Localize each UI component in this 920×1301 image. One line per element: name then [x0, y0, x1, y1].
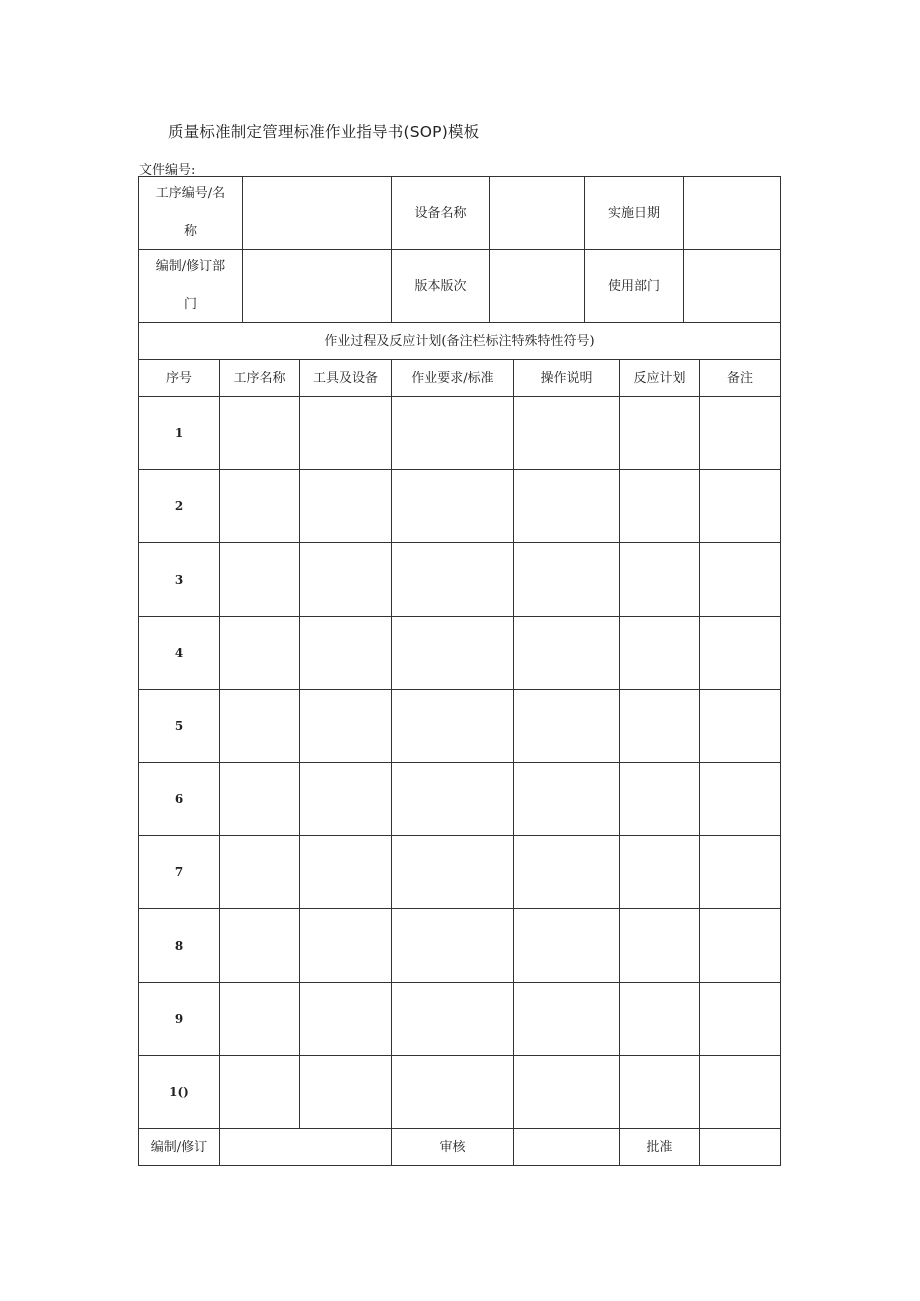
- review-value-field[interactable]: [514, 1129, 620, 1166]
- row-8-tools-field[interactable]: [300, 909, 392, 983]
- process-table: [138, 323, 781, 1166]
- row-4-tools-field[interactable]: [300, 617, 392, 690]
- row-8-process-name-field[interactable]: [220, 909, 300, 983]
- row-8-remarks-field[interactable]: [700, 909, 781, 983]
- dept-label-line2: 门: [183, 297, 197, 312]
- row-4-process-name-field[interactable]: [220, 617, 300, 690]
- row-number: 9: [139, 983, 220, 1056]
- row-6-requirements-field[interactable]: [392, 763, 514, 836]
- document-title: 质量标准制定管理标准作业指导书(SOP)模板: [168, 123, 480, 141]
- row-3-requirements-field[interactable]: [392, 543, 514, 617]
- row-8-reaction-plan-field[interactable]: [620, 909, 700, 983]
- col-header-requirements: 作业要求/标准: [392, 360, 514, 397]
- row-number: 3: [139, 543, 220, 617]
- row-3-process-name-field[interactable]: [220, 543, 300, 617]
- row-7-tools-field[interactable]: [300, 836, 392, 909]
- row-5-requirements-field[interactable]: [392, 690, 514, 763]
- impl-date-label: 实施日期: [585, 177, 684, 250]
- row-9-tools-field[interactable]: [300, 983, 392, 1056]
- row-5-process-name-field[interactable]: [220, 690, 300, 763]
- use-dept-value-field[interactable]: [684, 250, 781, 323]
- row-number: 1(): [139, 1056, 220, 1129]
- row-7-instructions-field[interactable]: [514, 836, 620, 909]
- col-header-tools: 工具及设备: [300, 360, 392, 397]
- process-value-field[interactable]: [243, 177, 392, 250]
- col-header-seq: 序号: [139, 360, 220, 397]
- row-5-remarks-field[interactable]: [700, 690, 781, 763]
- row-1-remarks-field[interactable]: [700, 397, 781, 470]
- col-header-instructions: 操作说明: [514, 360, 620, 397]
- doc-number-label: 文件编号:: [139, 163, 196, 178]
- row-7-reaction-plan-field[interactable]: [620, 836, 700, 909]
- approve-label: 批准: [620, 1129, 700, 1166]
- row-number: 6: [139, 763, 220, 836]
- dept-label-line1: 编制/修订部: [155, 259, 226, 274]
- row-number: 1: [139, 397, 220, 470]
- row-6-remarks-field[interactable]: [700, 763, 781, 836]
- approve-value-field[interactable]: [700, 1129, 781, 1166]
- row-9-instructions-field[interactable]: [514, 983, 620, 1056]
- section-title: 作业过程及反应计划(备注栏标注特殊特性符号): [139, 323, 781, 360]
- row-10-remarks-field[interactable]: [700, 1056, 781, 1129]
- row-9-process-name-field[interactable]: [220, 983, 300, 1056]
- row-8-instructions-field[interactable]: [514, 909, 620, 983]
- sop-form: [138, 176, 781, 1166]
- row-number: 5: [139, 690, 220, 763]
- row-7-requirements-field[interactable]: [392, 836, 514, 909]
- equipment-label: 设备名称: [392, 177, 490, 250]
- row-3-instructions-field[interactable]: [514, 543, 620, 617]
- row-6-process-name-field[interactable]: [220, 763, 300, 836]
- process-label-cell: [139, 177, 243, 250]
- row-number: 4: [139, 617, 220, 690]
- col-header-reaction-plan: 反应计划: [620, 360, 700, 397]
- review-label: 审核: [392, 1129, 514, 1166]
- row-10-process-name-field[interactable]: [220, 1056, 300, 1129]
- row-6-reaction-plan-field[interactable]: [620, 763, 700, 836]
- row-2-requirements-field[interactable]: [392, 470, 514, 543]
- row-4-instructions-field[interactable]: [514, 617, 620, 690]
- impl-date-value-field[interactable]: [684, 177, 781, 250]
- prepared-label: 编制/修订: [139, 1129, 220, 1166]
- row-4-remarks-field[interactable]: [700, 617, 781, 690]
- row-10-reaction-plan-field[interactable]: [620, 1056, 700, 1129]
- dept-label-cell: [139, 250, 243, 323]
- row-8-requirements-field[interactable]: [392, 909, 514, 983]
- row-1-reaction-plan-field[interactable]: [620, 397, 700, 470]
- row-3-reaction-plan-field[interactable]: [620, 543, 700, 617]
- col-header-remarks: 备注: [700, 360, 781, 397]
- row-5-tools-field[interactable]: [300, 690, 392, 763]
- row-number: 2: [139, 470, 220, 543]
- process-label-line2: 称: [183, 224, 197, 239]
- row-9-requirements-field[interactable]: [392, 983, 514, 1056]
- row-1-process-name-field[interactable]: [220, 397, 300, 470]
- dept-value-field[interactable]: [243, 250, 392, 323]
- row-9-remarks-field[interactable]: [700, 983, 781, 1056]
- row-1-requirements-field[interactable]: [392, 397, 514, 470]
- row-number: 8: [139, 909, 220, 983]
- row-2-process-name-field[interactable]: [220, 470, 300, 543]
- row-6-tools-field[interactable]: [300, 763, 392, 836]
- use-dept-label: 使用部门: [585, 250, 684, 323]
- row-2-instructions-field[interactable]: [514, 470, 620, 543]
- row-5-instructions-field[interactable]: [514, 690, 620, 763]
- row-6-instructions-field[interactable]: [514, 763, 620, 836]
- version-label: 版本版次: [392, 250, 490, 323]
- row-1-instructions-field[interactable]: [514, 397, 620, 470]
- row-2-tools-field[interactable]: [300, 470, 392, 543]
- row-7-remarks-field[interactable]: [700, 836, 781, 909]
- equipment-value-field[interactable]: [490, 177, 585, 250]
- row-7-process-name-field[interactable]: [220, 836, 300, 909]
- row-10-requirements-field[interactable]: [392, 1056, 514, 1129]
- row-number: 7: [139, 836, 220, 909]
- version-value-field[interactable]: [490, 250, 585, 323]
- row-3-tools-field[interactable]: [300, 543, 392, 617]
- row-10-instructions-field[interactable]: [514, 1056, 620, 1129]
- prepared-value-field[interactable]: [220, 1129, 392, 1166]
- process-label-line1: 工序编号/名: [155, 186, 226, 201]
- row-5-reaction-plan-field[interactable]: [620, 690, 700, 763]
- row-4-reaction-plan-field[interactable]: [620, 617, 700, 690]
- row-4-requirements-field[interactable]: [392, 617, 514, 690]
- row-2-reaction-plan-field[interactable]: [620, 470, 700, 543]
- row-10-tools-field[interactable]: [300, 1056, 392, 1129]
- col-header-process-name: 工序名称: [220, 360, 300, 397]
- row-2-remarks-field[interactable]: [700, 470, 781, 543]
- row-3-remarks-field[interactable]: [700, 543, 781, 617]
- row-9-reaction-plan-field[interactable]: [620, 983, 700, 1056]
- row-1-tools-field[interactable]: [300, 397, 392, 470]
- header-block: [138, 176, 781, 323]
